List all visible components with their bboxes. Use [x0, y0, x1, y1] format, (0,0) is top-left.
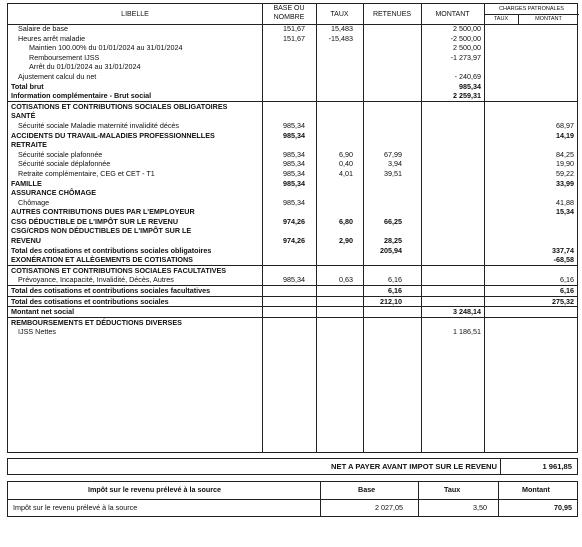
net-to-pay-value: 1 961,85 — [542, 462, 572, 471]
row-taux: 6,90 — [339, 149, 353, 159]
row-label: EXONÉRATION ET ALLÈGEMENTS DE COTISATIONS — [11, 255, 193, 265]
row-label: REVENU — [11, 236, 41, 246]
table-row — [8, 101, 577, 112]
header-libelle: LIBELLE — [121, 11, 149, 18]
row-montant: 2 500,00 — [453, 24, 481, 33]
row-charges-patronales: 337,74 — [552, 245, 574, 255]
row-base: 151,67 — [283, 33, 305, 43]
row-montant: 985,34 — [459, 81, 481, 91]
row-label: Remboursement IJSS — [29, 52, 100, 62]
row-label: Sécurité sociale Maladie maternité invalidité décès — [18, 120, 180, 130]
row-charges-patronales: 275,32 — [552, 296, 574, 306]
table-row — [8, 159, 577, 169]
row-base: 151,67 — [283, 24, 305, 33]
table-row — [8, 217, 577, 227]
row-retenues: 3,94 — [388, 159, 402, 169]
row-montant: 2 500,00 — [453, 43, 481, 53]
row-base: 974,26 — [283, 216, 305, 226]
row-montant: 1 186,51 — [453, 327, 481, 337]
row-label: RETRAITE — [11, 140, 47, 150]
row-montant: - 240,69 — [454, 71, 481, 81]
income-tax-box — [7, 481, 578, 517]
header-cp-taux: TAUX — [493, 16, 509, 22]
net-divider — [500, 459, 501, 474]
table-row — [8, 82, 577, 92]
tax-header-label: Impôt sur le revenu prélevé à la source — [88, 485, 222, 494]
row-label: ASSURANCE CHÔMAGE — [11, 188, 97, 198]
header-base-line2: NOMBRE — [273, 14, 305, 21]
row-label: Salaire de base — [18, 24, 68, 33]
row-taux: 15,483 — [331, 24, 353, 33]
payslip-rows — [8, 24, 577, 337]
row-taux: 4,01 — [339, 168, 353, 178]
row-taux: 0,63 — [339, 275, 353, 285]
row-label: Ajustement calcul du net — [18, 71, 97, 81]
row-label: AUTRES CONTRIBUTIONS DUES PAR L'EMPLOYEUR — [11, 207, 195, 217]
table-row — [8, 306, 577, 317]
row-base: 985,34 — [283, 275, 305, 285]
tax-header-taux: Taux — [444, 485, 461, 494]
tax-row-taux: 3,50 — [473, 503, 487, 512]
row-montant: -2 500,00 — [450, 33, 481, 43]
row-retenues: 66,25 — [384, 216, 402, 226]
table-row — [8, 62, 577, 72]
row-charges-patronales: 6,16 — [560, 286, 574, 296]
row-base: 985,34 — [283, 197, 305, 207]
row-retenues: 6,16 — [388, 275, 402, 285]
row-label: IJSS Nettes — [18, 327, 56, 337]
row-base: 985,34 — [283, 120, 305, 130]
row-taux: 0,40 — [339, 159, 353, 169]
table-row — [8, 34, 577, 44]
row-retenues: 67,99 — [384, 149, 402, 159]
row-label: Prévoyance, Incapacité, Invalidité, Décès, Autres — [18, 275, 174, 285]
tax-row-montant: 70,95 — [554, 503, 572, 512]
row-base: 985,34 — [283, 168, 305, 178]
header-base-line1: BASE OU — [273, 5, 305, 12]
table-row — [8, 91, 577, 101]
tax-header-base: Base — [358, 485, 376, 494]
tax-divider — [320, 482, 321, 516]
row-charges-patronales: 84,25 — [556, 149, 574, 159]
row-label: Retraite complémentaire, CEG et CET - T1 — [18, 168, 155, 178]
header-charges-patronales — [484, 4, 579, 24]
row-retenues: 39,51 — [384, 168, 402, 178]
row-charges-patronales: 41,88 — [556, 197, 574, 207]
table-row — [8, 327, 577, 337]
table-row — [8, 317, 577, 328]
table-row — [8, 236, 577, 246]
row-montant: -1 273,97 — [450, 52, 481, 62]
row-charges-patronales: 59,22 — [556, 168, 574, 178]
row-label: Maintien 100.00% du 01/01/2024 au 31/01/2024 — [29, 43, 183, 53]
header-taux: TAUX — [330, 11, 349, 18]
row-retenues: 205,94 — [380, 245, 402, 255]
row-label: ACCIDENTS DU TRAVAIL-MALADIES PROFESSIONNELLES — [11, 130, 215, 140]
row-label: Sécurité sociale déplafonnée — [18, 159, 111, 169]
table-row — [8, 140, 577, 150]
row-base: 985,34 — [283, 149, 305, 159]
table-row — [8, 53, 577, 63]
row-label: CSG/CRDS NON DÉDUCTIBLES DE L'IMPÔT SUR LE — [11, 226, 192, 236]
tax-divider — [498, 482, 499, 516]
header-retenues: RETENUES — [372, 11, 412, 18]
row-base: 985,34 — [283, 130, 305, 140]
row-label: Total des cotisations et contributions sociales obligatoires — [11, 245, 212, 255]
header-montant: MONTANT — [435, 11, 470, 18]
row-label: Chômage — [18, 197, 50, 207]
row-charges-patronales: 33,99 — [556, 178, 574, 188]
row-label: Information complémentaire - Brut social — [11, 91, 152, 101]
table-row — [8, 121, 577, 131]
row-label: Arrêt du 01/01/2024 au 31/01/2024 — [29, 62, 141, 72]
row-retenues: 28,25 — [384, 236, 402, 246]
row-label: COTISATIONS ET CONTRIBUTIONS SOCIALES FACULTATIVES — [11, 265, 227, 275]
table-row — [8, 198, 577, 208]
row-charges-patronales: 68,97 — [556, 120, 574, 130]
table-row — [8, 275, 577, 285]
row-label: Heures arrêt maladie — [18, 33, 86, 43]
header-base — [262, 4, 316, 22]
header-cp-montant: MONTANT — [535, 16, 562, 22]
row-montant: 2 259,31 — [453, 91, 481, 101]
row-charges-patronales: 14,19 — [556, 130, 574, 140]
row-charges-patronales: 15,34 — [556, 207, 574, 217]
row-label: COTISATIONS ET CONTRIBUTIONS SOCIALES OBLIGATOIRES — [11, 101, 228, 111]
table-row — [8, 72, 577, 82]
payslip-table — [7, 3, 578, 453]
row-charges-patronales: 6,16 — [560, 275, 574, 285]
tax-row-base: 2 027,05 — [375, 503, 403, 512]
table-row — [8, 226, 577, 236]
tax-row-label: Impôt sur le revenu prélevé à la source — [13, 503, 138, 512]
row-taux: 2,90 — [339, 236, 353, 246]
row-label: CSG DÉDUCTIBLE DE L'IMPÔT SUR LE REVENU — [11, 216, 179, 226]
row-base: 974,26 — [283, 236, 305, 246]
tax-divider — [418, 482, 419, 516]
row-label: Total des cotisations et contributions sociales facultatives — [11, 286, 211, 296]
table-row — [8, 255, 577, 265]
row-label: Total brut — [11, 81, 44, 91]
table-row — [8, 111, 577, 121]
table-row — [8, 246, 577, 256]
table-row — [8, 24, 577, 34]
row-taux: 6,80 — [339, 216, 353, 226]
table-row — [8, 169, 577, 179]
row-charges-patronales: -68,58 — [553, 255, 574, 265]
row-charges-patronales: 19,90 — [556, 159, 574, 169]
table-row — [8, 43, 577, 53]
row-retenues: 212,10 — [380, 296, 402, 306]
tax-header-montant: Montant — [522, 485, 550, 494]
row-label: Sécurité sociale plafonnée — [18, 149, 103, 159]
row-label: Montant net social — [11, 307, 75, 317]
net-to-pay-box — [7, 458, 578, 475]
row-label: SANTÉ — [11, 111, 36, 121]
header-charges-title: CHARGES PATRONALES — [499, 6, 564, 12]
row-label: Total des cotisations et contributions sociales — [11, 296, 169, 306]
row-retenues: 6,16 — [388, 286, 402, 296]
table-row — [8, 179, 577, 189]
table-row — [8, 150, 577, 160]
table-row — [8, 296, 577, 307]
table-row — [8, 131, 577, 141]
header-charges-rule — [484, 14, 579, 15]
table-row — [8, 265, 577, 276]
table-row — [8, 188, 577, 198]
table-row — [8, 285, 577, 296]
net-to-pay-label: NET A PAYER AVANT IMPOT SUR LE REVENU — [331, 462, 497, 471]
row-label: FAMILLE — [11, 178, 42, 188]
row-montant: 3 248,14 — [453, 307, 481, 317]
row-base: 985,34 — [283, 159, 305, 169]
table-row — [8, 207, 577, 217]
row-taux: -15,483 — [328, 33, 353, 43]
row-label: REMBOURSEMENTS ET DÉDUCTIONS DIVERSES — [11, 317, 182, 327]
row-base: 985,34 — [283, 178, 305, 188]
